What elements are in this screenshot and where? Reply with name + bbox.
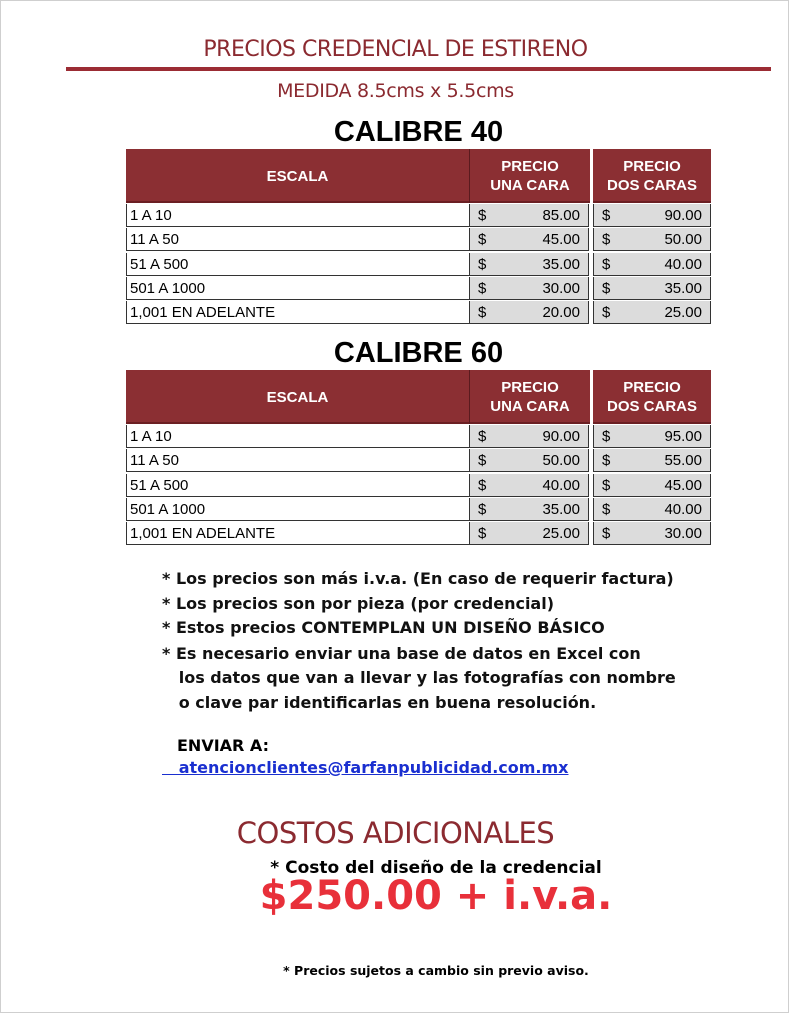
price-dos-cell	[593, 204, 711, 227]
escala-cell: 1 A 10	[126, 425, 469, 448]
price-amount: 40.00	[664, 500, 702, 518]
price-amount: 40.00	[542, 476, 580, 494]
currency-symbol: $	[478, 500, 487, 518]
note: * Los precios son por pieza (por credencial)	[162, 593, 555, 613]
escala-cell: 501 A 1000	[126, 277, 469, 300]
header-escala: ESCALA	[126, 370, 469, 424]
price-amount: 30.00	[542, 279, 580, 297]
currency-symbol: $	[602, 452, 611, 470]
price-dos-cell	[593, 449, 711, 472]
price-amount: 25.00	[664, 304, 702, 322]
design-cost-price: $250.00 + i.v.a.	[259, 873, 613, 919]
price-una-cell	[469, 204, 589, 227]
currency-symbol: $	[478, 231, 487, 249]
currency-symbol: $	[478, 476, 487, 494]
price-amount: 30.00	[664, 525, 702, 543]
price-una-cell	[469, 498, 589, 521]
currency-symbol: $	[478, 428, 487, 445]
note: * Es necesario enviar una base de datos en Excel con	[162, 643, 641, 663]
disclaimer: * Precios sujetos a cambio sin previo aviso.	[283, 963, 589, 978]
price-dos-cell	[593, 301, 711, 324]
price-una-cell	[469, 474, 589, 497]
price-una-cell	[469, 301, 589, 324]
currency-symbol: $	[602, 428, 611, 445]
price-amount: 90.00	[542, 428, 580, 445]
escala-cell: 51 A 500	[126, 253, 469, 276]
price-dos-cell	[593, 474, 711, 497]
escala-cell: 501 A 1000	[126, 498, 469, 521]
price-amount: 45.00	[542, 231, 580, 249]
escala-cell: 11 A 50	[126, 228, 469, 251]
table-row	[126, 228, 711, 252]
price-amount: 90.00	[664, 207, 702, 224]
currency-symbol: $	[478, 255, 487, 273]
escala-cell: 1,001 EN ADELANTE	[126, 522, 469, 545]
header-line: DOS CARAS	[606, 177, 697, 194]
price-una-cell	[469, 277, 589, 300]
currency-symbol: $	[478, 279, 487, 297]
price-una-cell	[469, 425, 589, 448]
title-divider	[66, 67, 771, 71]
header-precio-una-cara	[469, 149, 590, 203]
currency-symbol: $	[602, 525, 611, 543]
contact-email-link[interactable]: atencionclientes@farfanpublicidad.com.mx	[162, 758, 569, 777]
header-line: UNA CARA	[490, 177, 570, 194]
page-title: PRECIOS CREDENCIAL DE ESTIRENO	[203, 37, 588, 62]
currency-symbol: $	[478, 304, 487, 322]
price-amount: 95.00	[664, 428, 702, 445]
price-dos-cell	[593, 498, 711, 521]
header-line: UNA CARA	[490, 398, 570, 415]
header-line: PRECIO	[501, 158, 559, 175]
price-dos-cell	[593, 522, 711, 545]
price-dos-cell	[593, 253, 711, 276]
header-line: DOS CARAS	[606, 398, 697, 415]
currency-symbol: $	[602, 279, 611, 297]
header-precio-dos-caras	[593, 149, 711, 203]
price-una-cell	[469, 522, 589, 545]
price-amount: 25.00	[542, 525, 580, 543]
table-row	[126, 498, 711, 522]
escala-cell: 51 A 500	[126, 474, 469, 497]
table-row	[126, 522, 711, 546]
price-dos-cell	[593, 228, 711, 251]
header-line: PRECIO	[501, 379, 559, 396]
additional-costs-title: COSTOS ADICIONALES	[236, 816, 555, 850]
price-table-calibre-40	[126, 149, 711, 327]
price-amount: 85.00	[542, 207, 580, 224]
price-dos-cell	[593, 425, 711, 448]
currency-symbol: $	[602, 476, 611, 494]
table-row	[126, 301, 711, 325]
currency-symbol: $	[478, 525, 487, 543]
currency-symbol: $	[602, 304, 611, 322]
table-row	[126, 474, 711, 498]
price-amount: 35.00	[542, 255, 580, 273]
size-subtitle: MEDIDA 8.5cms x 5.5cms	[277, 80, 514, 102]
price-una-cell	[469, 253, 589, 276]
design-cost-label: * Costo del diseño de la credencial	[270, 858, 602, 878]
price-table-calibre-60	[126, 370, 711, 548]
send-to-label: ENVIAR A:	[177, 736, 270, 755]
escala-cell: 11 A 50	[126, 449, 469, 472]
price-una-cell	[469, 449, 589, 472]
table-title-calibre-60: CALIBRE 60	[333, 337, 504, 369]
price-dos-cell	[593, 277, 711, 300]
note: los datos que van a llevar y las fotografías con nombre	[162, 668, 676, 687]
price-amount: 35.00	[664, 279, 702, 297]
table-row	[126, 253, 711, 277]
table-title-calibre-40: CALIBRE 40	[333, 116, 504, 148]
currency-symbol: $	[602, 231, 611, 249]
table-row	[126, 204, 711, 228]
currency-symbol: $	[602, 207, 611, 224]
escala-cell: 1 A 10	[126, 204, 469, 227]
currency-symbol: $	[478, 452, 487, 470]
price-amount: 50.00	[664, 231, 702, 249]
currency-symbol: $	[602, 500, 611, 518]
price-una-cell	[469, 228, 589, 251]
note: * Los precios son más i.v.a. (En caso de requerir factura)	[162, 569, 674, 588]
escala-cell: 1,001 EN ADELANTE	[126, 301, 469, 324]
price-amount: 40.00	[664, 255, 702, 273]
header-line: PRECIO	[623, 158, 681, 175]
price-amount: 45.00	[664, 476, 702, 494]
currency-symbol: $	[602, 255, 611, 273]
price-amount: 55.00	[664, 452, 702, 470]
price-amount: 20.00	[542, 304, 580, 322]
note: * Estos precios CONTEMPLAN UN DISEÑO BÁSICO	[162, 618, 605, 637]
notes-list	[162, 567, 676, 715]
table-row	[126, 425, 711, 449]
currency-symbol: $	[478, 207, 487, 224]
price-amount: 50.00	[542, 452, 580, 470]
price-amount: 35.00	[542, 500, 580, 518]
header-escala: ESCALA	[126, 149, 469, 203]
note: o clave par identificarlas en buena resolución.	[162, 692, 597, 712]
table-row	[126, 277, 711, 301]
header-line: PRECIO	[623, 379, 681, 396]
header-precio-una-cara	[469, 370, 590, 424]
header-precio-dos-caras	[593, 370, 711, 424]
table-row	[126, 449, 711, 473]
